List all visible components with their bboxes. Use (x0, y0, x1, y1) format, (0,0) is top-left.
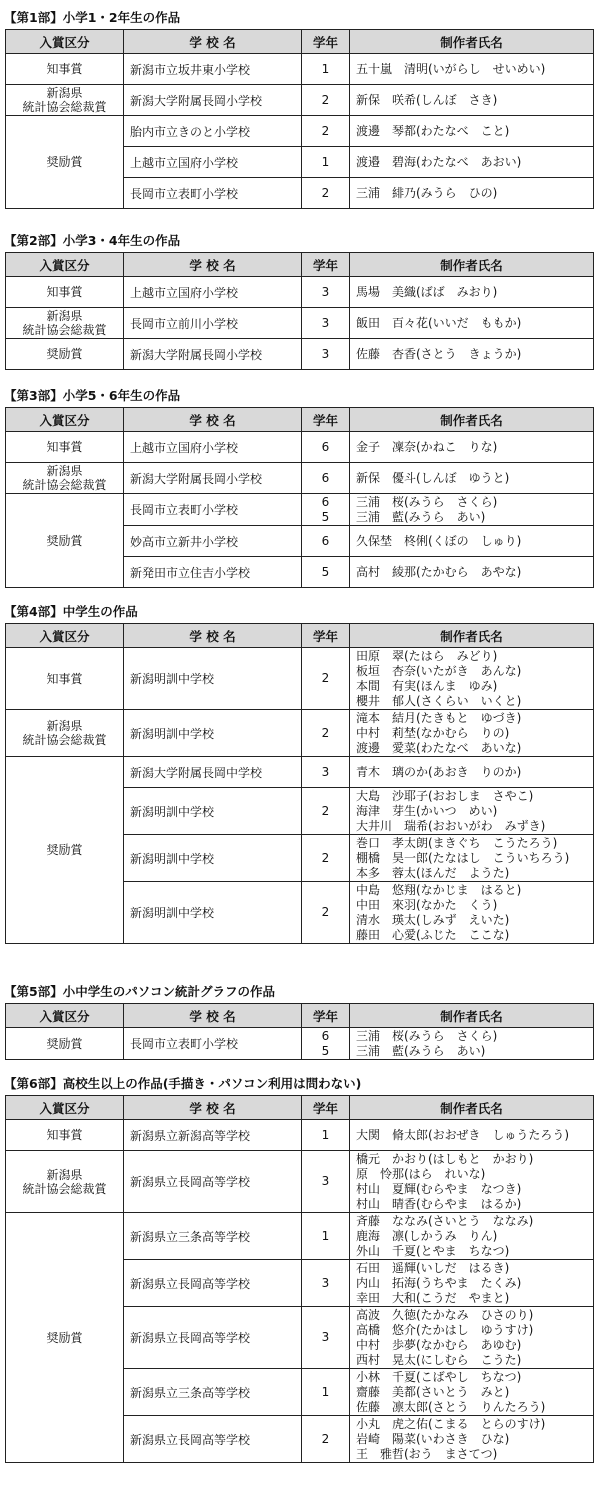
author-names (350, 1028, 594, 1060)
award-category-line: 知事賞 (46, 62, 83, 76)
author-names (350, 494, 594, 526)
author-names (350, 277, 594, 308)
award-category (6, 54, 124, 85)
header-category: 入賞区分 (6, 253, 124, 277)
author-name: 橋元 かおり(はしもと かおり) (356, 1151, 534, 1166)
author-names (350, 147, 594, 178)
school-name: 長岡市立表町小学校 (124, 494, 302, 526)
grade-value: 1 (321, 1228, 330, 1243)
award-category-line: 奨励賞 (46, 1330, 83, 1345)
author-name: 渡邉 碧海(わたなべ あおい) (356, 154, 522, 169)
header-row (6, 1004, 594, 1028)
grade (302, 1028, 350, 1060)
table-row (6, 54, 594, 85)
author-name: 三浦 藍(みうら あい) (356, 509, 486, 524)
author-names (350, 835, 594, 882)
school-name: 新潟明訓中学校 (124, 835, 302, 882)
grade-value: 2 (321, 123, 330, 138)
author-name: 小林 千夏(こばやし ちなつ) (356, 1369, 522, 1384)
grade (302, 1213, 350, 1260)
award-category-line: 奨励賞 (46, 533, 83, 548)
grade (302, 147, 350, 178)
grade (302, 1369, 350, 1416)
grade-value: 3 (321, 1330, 330, 1344)
author-names (350, 1151, 594, 1213)
header-grade: 学年 (302, 624, 350, 648)
author-name: 鹿海 凛(しかうみ りん) (356, 1228, 498, 1243)
author-name: 五十嵐 清明(いがらし せいめい) (356, 61, 546, 76)
award-category (6, 339, 124, 370)
header-category: 入賞区分 (6, 1004, 124, 1028)
grade (302, 1151, 350, 1213)
author-name: 大井川 瑞希(おおいがわ みずき) (356, 818, 546, 833)
author-name: 佐藤 凛太郎(さとう りんたろう) (356, 1399, 546, 1414)
award-category (6, 432, 124, 463)
grade-value: 2 (321, 1431, 330, 1446)
grade (302, 526, 350, 557)
author-name: 三浦 桜(みうら さくら) (356, 1028, 498, 1043)
grade-value: 1 (321, 1127, 330, 1142)
grade (302, 277, 350, 308)
school-name: 長岡市立表町小学校 (124, 178, 302, 209)
school-name: 新潟明訓中学校 (124, 788, 302, 835)
award-category-line: 統計協会総裁賞 (22, 733, 107, 747)
author-names (350, 178, 594, 209)
table-row (6, 432, 594, 463)
grade (302, 308, 350, 339)
grade (302, 1307, 350, 1369)
school-name: 長岡市立表町小学校 (124, 1028, 302, 1060)
header-category: 入賞区分 (6, 408, 124, 432)
grade-value: 2 (321, 671, 330, 685)
author-name: 清水 瑛太(しみず えいた) (356, 912, 510, 927)
author-names (350, 710, 594, 757)
author-name: 本間 有実(ほんま ゆみ) (356, 678, 498, 693)
author-name: 村山 夏輝(むらやま なつき) (356, 1181, 522, 1196)
grade-value: 5 (321, 564, 330, 579)
grade-value: 6 (321, 470, 330, 485)
author-name: 櫻井 郁人(さくらい いくと) (356, 693, 522, 708)
table-row (6, 1028, 594, 1060)
grade-value: 3 (321, 1174, 330, 1188)
header-names: 制作者氏名 (350, 624, 594, 648)
school-name: 新潟県立長岡高等学校 (124, 1151, 302, 1213)
author-name: 本多 蓉太(ほんだ ようた) (356, 865, 510, 880)
table-row (6, 463, 594, 494)
author-name: 斉藤 ななみ(さいとう ななみ) (356, 1213, 534, 1228)
award-category-line: 奨励賞 (46, 843, 83, 857)
award-category-line: 統計協会総裁賞 (22, 323, 107, 337)
author-name: 内山 拓海(うちやま たくみ) (356, 1275, 522, 1290)
author-names (350, 432, 594, 463)
author-name: 石田 遥輝(いしだ はるき) (356, 1260, 510, 1275)
table-row (6, 116, 594, 147)
author-name: 幸田 大和(こうだ やまと) (356, 1290, 510, 1305)
header-grade: 学年 (302, 30, 350, 54)
grade (302, 710, 350, 757)
author-name: 飯田 百々花(いいだ ももか) (356, 315, 522, 330)
author-name: 王 雅哲(おう まさてつ) (356, 1446, 498, 1461)
header-school: 学 校 名 (124, 1004, 302, 1028)
grade (302, 494, 350, 526)
header-row (6, 1096, 594, 1120)
author-names (350, 526, 594, 557)
grade-value: 3 (321, 315, 330, 330)
award-category (6, 116, 124, 209)
author-name: 高村 綾那(たかむら あやな) (356, 564, 522, 579)
grade (302, 54, 350, 85)
school-name: 新潟大学附属長岡小学校 (124, 339, 302, 370)
grade-value: 5 (321, 1043, 330, 1058)
grade (302, 432, 350, 463)
award-category (6, 1213, 124, 1463)
school-name: 新発田市立住吉小学校 (124, 557, 302, 588)
header-grade: 学年 (302, 1004, 350, 1028)
author-name: 原 怜那(はら れいな) (356, 1166, 486, 1181)
award-table (5, 623, 594, 944)
grade-value: 1 (321, 154, 330, 169)
author-name: 村山 晴香(むらやま はるか) (356, 1196, 522, 1211)
grade-value: 3 (321, 1275, 330, 1290)
award-category-line: 知事賞 (46, 440, 83, 454)
header-school: 学 校 名 (124, 253, 302, 277)
award-category-line: 知事賞 (46, 671, 83, 686)
author-name: 佐藤 杏香(さとう きょうか) (356, 346, 522, 361)
header-grade: 学年 (302, 1096, 350, 1120)
award-category-line: 統計協会総裁賞 (22, 1181, 107, 1196)
section-title: 【第1部】小学1・2年生の作品 (4, 10, 181, 25)
author-name: 中島 悠翔(なかじま はると) (356, 882, 522, 897)
author-name: 高橋 悠介(たかはし ゆうすけ) (356, 1322, 534, 1337)
school-name: 長岡市立前川小学校 (124, 308, 302, 339)
school-name: 上越市立国府小学校 (124, 432, 302, 463)
author-names (350, 1120, 594, 1151)
table-row (6, 308, 594, 339)
grade-value: 5 (321, 509, 330, 524)
header-names: 制作者氏名 (350, 1096, 594, 1120)
author-name: 岩崎 陽菜(いわさき ひな) (356, 1431, 510, 1446)
award-table (5, 1003, 594, 1060)
grade-value: 6 (321, 494, 330, 509)
author-names (350, 788, 594, 835)
author-names (350, 648, 594, 710)
header-school: 学 校 名 (124, 408, 302, 432)
award-category-line: 奨励賞 (46, 347, 83, 361)
grade (302, 1120, 350, 1151)
author-name: 中村 莉埜(なかむら りの) (356, 725, 510, 740)
author-name: 滝本 結月(たきもと ゆづき) (356, 710, 522, 725)
award-category-line: 新潟県 (46, 464, 83, 478)
author-name: 三浦 桜(みうら さくら) (356, 494, 498, 509)
school-name: 新潟大学附属長岡小学校 (124, 85, 302, 116)
author-names (350, 1307, 594, 1369)
grade (302, 178, 350, 209)
award-category (6, 757, 124, 944)
grade (302, 85, 350, 116)
grade-value: 6 (321, 439, 330, 454)
award-category-line: 奨励賞 (46, 155, 83, 169)
award-category (6, 1028, 124, 1060)
author-name: 三浦 緋乃(みうら ひの) (356, 185, 498, 200)
school-name: 新潟県立長岡高等学校 (124, 1260, 302, 1307)
author-name: 中田 來羽(なかた くう) (356, 897, 498, 912)
school-name: 新潟大学附属長岡中学校 (124, 757, 302, 788)
author-names (350, 308, 594, 339)
award-category-line: 統計協会総裁賞 (22, 100, 107, 114)
author-name: 新保 咲希(しんぼ さき) (356, 92, 498, 107)
author-names (350, 557, 594, 588)
grade-value: 2 (321, 850, 330, 865)
author-names (350, 757, 594, 788)
header-grade: 学年 (302, 253, 350, 277)
school-name: 新潟明訓中学校 (124, 648, 302, 710)
table-row (6, 757, 594, 788)
grade-value: 3 (321, 346, 330, 361)
award-category (6, 277, 124, 308)
school-name: 新潟明訓中学校 (124, 882, 302, 944)
school-name: 新潟県立三条高等学校 (124, 1213, 302, 1260)
grade (302, 339, 350, 370)
author-names (350, 1213, 594, 1260)
award-category-line: 知事賞 (46, 1128, 83, 1142)
grade-value: 1 (321, 1384, 330, 1399)
table-row (6, 648, 594, 710)
grade-value: 3 (321, 284, 330, 299)
section-title: 【第5部】小中学生のパソコン統計グラフの作品 (4, 984, 275, 999)
school-name: 妙高市立新井小学校 (124, 526, 302, 557)
school-name: 新潟県立新潟高等学校 (124, 1120, 302, 1151)
author-name: 大島 沙耶子(おおしま さやこ) (356, 788, 534, 803)
section-title: 【第2部】小学3・4年生の作品 (4, 233, 181, 248)
award-category (6, 710, 124, 757)
school-name: 上越市立国府小学校 (124, 277, 302, 308)
award-category (6, 463, 124, 494)
table-row (6, 85, 594, 116)
award-table (5, 407, 594, 588)
grade (302, 835, 350, 882)
award-category (6, 1151, 124, 1213)
author-names (350, 85, 594, 116)
header-names: 制作者氏名 (350, 408, 594, 432)
award-category-line: 新潟県 (46, 1167, 83, 1182)
table-row (6, 1120, 594, 1151)
grade-value: 1 (321, 61, 330, 76)
header-school: 学 校 名 (124, 30, 302, 54)
grade-value: 2 (321, 905, 330, 919)
grade (302, 648, 350, 710)
author-name: 板垣 杏奈(いたがき あんな) (356, 663, 522, 678)
grade (302, 116, 350, 147)
header-category: 入賞区分 (6, 30, 124, 54)
header-row (6, 30, 594, 54)
author-names (350, 463, 594, 494)
grade (302, 557, 350, 588)
grade-value: 2 (321, 803, 330, 818)
author-name: 外山 千夏(とやま ちなつ) (356, 1243, 510, 1258)
author-name: 高波 久徳(たかなみ ひさのり) (356, 1307, 534, 1322)
author-name: 巻口 孝太朗(まきぐち こうたろう) (356, 835, 558, 850)
grade (302, 757, 350, 788)
grade-value: 2 (321, 725, 330, 740)
award-category (6, 308, 124, 339)
author-name: 海津 芽生(かいつ めい) (356, 803, 498, 818)
table-row (6, 277, 594, 308)
author-name: 棚橋 昊一郎(たなはし こういちろう) (356, 850, 570, 865)
header-row (6, 408, 594, 432)
award-category-line: 奨励賞 (46, 1036, 83, 1051)
grade (302, 788, 350, 835)
grade (302, 882, 350, 944)
grade (302, 1260, 350, 1307)
header-category: 入賞区分 (6, 624, 124, 648)
school-name: 新潟明訓中学校 (124, 710, 302, 757)
section-title: 【第3部】小学5・6年生の作品 (4, 388, 181, 403)
author-name: 藤田 心愛(ふじた ここな) (356, 927, 510, 942)
grade-value: 2 (321, 92, 330, 107)
author-name: 久保埜 柊俐(くぼの しゅり) (356, 533, 522, 548)
table-row (6, 710, 594, 757)
award-category-line: 新潟県 (46, 719, 83, 733)
award-category (6, 85, 124, 116)
award-category (6, 1120, 124, 1151)
table-row (6, 1213, 594, 1260)
author-name: 三浦 藍(みうら あい) (356, 1043, 486, 1058)
header-school: 学 校 名 (124, 1096, 302, 1120)
grade-value: 3 (321, 764, 330, 779)
award-category-line: 知事賞 (46, 285, 83, 299)
award-category-line: 統計協会総裁賞 (22, 478, 107, 492)
grade-value: 6 (321, 533, 330, 548)
author-name: 青木 璃のか(あおき りのか) (356, 764, 522, 779)
author-name: 金子 凜奈(かねこ りな) (356, 439, 498, 454)
award-table (5, 29, 594, 209)
header-names: 制作者氏名 (350, 253, 594, 277)
award-table (5, 1095, 594, 1463)
table-row (6, 339, 594, 370)
author-name: 大関 脩太郎(おおぜき しゅうたろう) (356, 1127, 570, 1142)
section-title: 【第6部】高校生以上の作品(手描き・パソコン利用は問わない) (4, 1076, 362, 1091)
author-name: 渡邊 愛菜(わたなべ あいな) (356, 740, 522, 755)
author-names (350, 882, 594, 944)
school-name: 新潟県立長岡高等学校 (124, 1307, 302, 1369)
author-name: 西村 晃太(にしむら こうた) (356, 1352, 522, 1367)
award-category-line: 新潟県 (46, 309, 83, 323)
author-name: 小丸 虎之佑(こまる とらのすけ) (356, 1416, 546, 1431)
school-name: 新潟県立三条高等学校 (124, 1369, 302, 1416)
header-names: 制作者氏名 (350, 30, 594, 54)
author-names (350, 1416, 594, 1463)
author-name: 馬場 美織(ばば みおり) (356, 284, 498, 299)
author-name: 渡邊 琴都(わたなべ こと) (356, 123, 510, 138)
header-school: 学 校 名 (124, 624, 302, 648)
grade-value: 2 (321, 185, 330, 200)
school-name: 新潟大学附属長岡小学校 (124, 463, 302, 494)
header-names: 制作者氏名 (350, 1004, 594, 1028)
school-name: 新潟県立長岡高等学校 (124, 1416, 302, 1463)
header-row (6, 253, 594, 277)
table-row (6, 494, 594, 526)
school-name: 胎内市立きのと小学校 (124, 116, 302, 147)
author-name: 中村 歩夢(なかむら あゆむ) (356, 1337, 522, 1352)
section-title: 【第4部】中学生の作品 (4, 604, 138, 619)
header-row (6, 624, 594, 648)
school-name: 新潟市立坂井東小学校 (124, 54, 302, 85)
grade (302, 1416, 350, 1463)
author-name: 齋藤 美都(さいとう みと) (356, 1384, 510, 1399)
award-table (5, 252, 594, 370)
author-name: 新保 優斗(しんぼ ゆうと) (356, 470, 510, 485)
author-names (350, 1260, 594, 1307)
author-name: 田原 翠(たはら みどり) (356, 648, 498, 663)
school-name: 上越市立国府小学校 (124, 147, 302, 178)
table-row (6, 1151, 594, 1213)
grade-value: 6 (321, 1028, 330, 1043)
author-names (350, 116, 594, 147)
header-category: 入賞区分 (6, 1096, 124, 1120)
header-grade: 学年 (302, 408, 350, 432)
grade (302, 463, 350, 494)
award-category-line: 新潟県 (46, 86, 83, 100)
award-category (6, 648, 124, 710)
award-category (6, 494, 124, 588)
author-names (350, 54, 594, 85)
author-names (350, 1369, 594, 1416)
author-names (350, 339, 594, 370)
